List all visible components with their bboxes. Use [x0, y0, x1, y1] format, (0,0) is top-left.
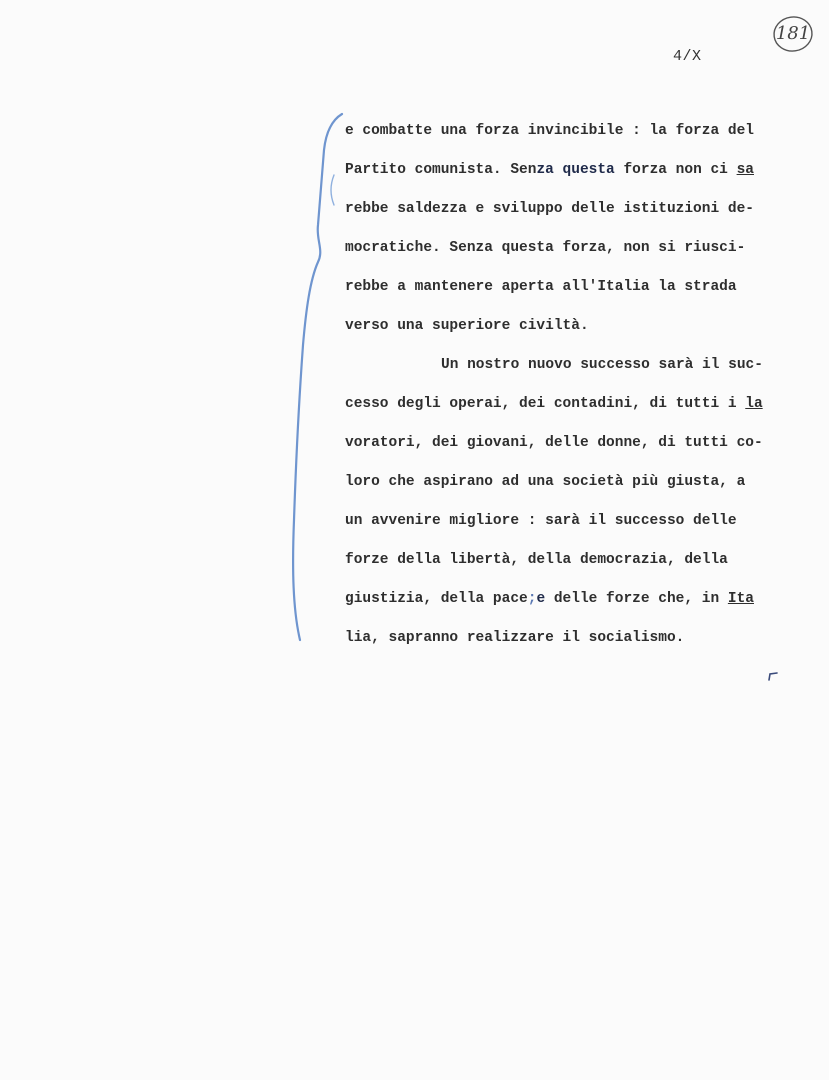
- text-line: [345, 157, 815, 196]
- text-line: un avvenire migliore : sarà il successo delle: [345, 513, 737, 529]
- handwritten-punctuation: ;: [527, 591, 537, 607]
- archive-number: 181: [775, 23, 811, 44]
- text-segment: cesso degli operai, dei contadini, di tutti i: [345, 396, 746, 412]
- text-line: [345, 391, 815, 430]
- page-number: 4/X: [673, 48, 702, 65]
- text-segment: forza non ci: [614, 162, 737, 178]
- stray-pencil-mark-icon: [768, 672, 780, 682]
- corrected-text: za questa: [536, 162, 615, 178]
- text-segment: delle forze che, in: [545, 591, 728, 607]
- underlined-syllable: la: [745, 396, 763, 412]
- corrected-text: e: [536, 591, 546, 607]
- text-line: mocratiche. Senza questa forza, non si riusci-: [345, 240, 746, 256]
- text-line: e combatte una forza invincibile : la forza del: [345, 123, 754, 139]
- archive-stamp: [771, 14, 815, 54]
- paragraph-start-line: Un nostro nuovo successo sarà il suc-: [441, 357, 763, 373]
- text-line: [345, 586, 815, 625]
- text-line: lia, sapranno realizzare il socialismo.: [345, 630, 685, 646]
- text-line: rebbe saldezza e sviluppo delle istituzioni de-: [345, 201, 754, 217]
- text-segment: Partito comunista. Sen: [345, 162, 537, 178]
- body-text: [345, 118, 815, 664]
- underlined-syllable: sa: [736, 162, 754, 178]
- text-line: loro che aspirano ad una società più giusta, a: [345, 474, 746, 490]
- text-line: forze della libertà, della democrazia, della: [345, 552, 728, 568]
- text-segment: giustizia, della pace: [345, 591, 528, 607]
- text-line: rebbe a mantenere aperta all'Italia la strada: [345, 279, 737, 295]
- text-line: voratori, dei giovani, delle donne, di tutti co-: [345, 435, 763, 451]
- underlined-syllable: Ita: [727, 591, 754, 607]
- text-line: verso una superiore civiltà.: [345, 318, 589, 334]
